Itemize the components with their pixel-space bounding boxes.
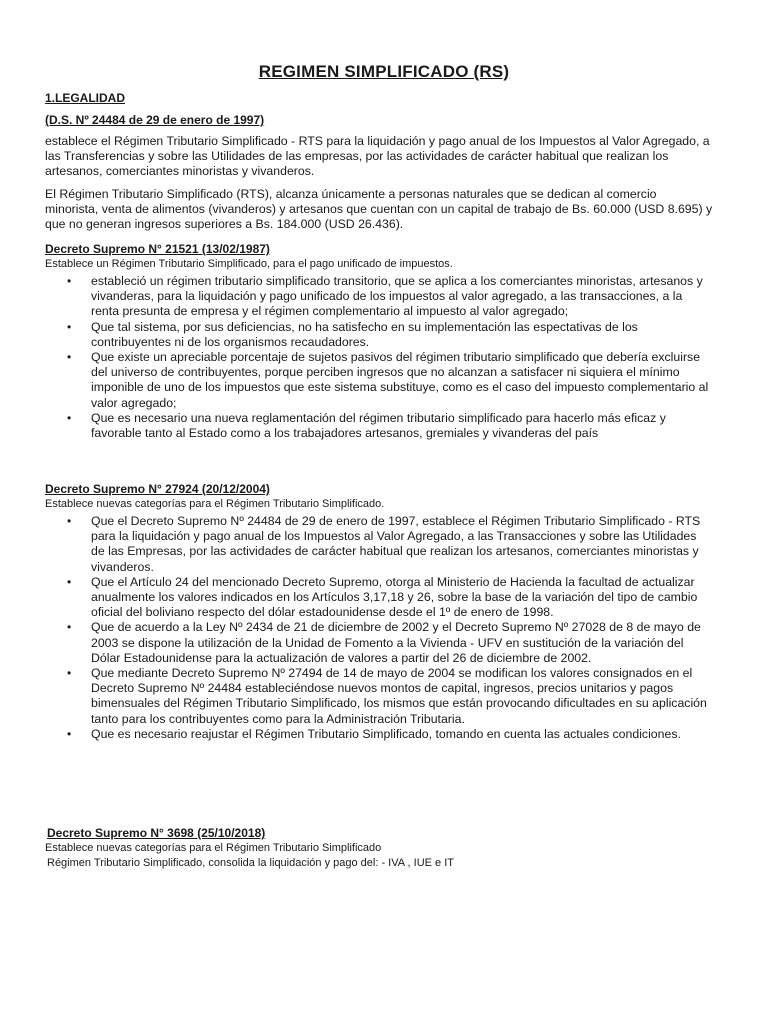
section-heading-legalidad: 1.LEGALIDAD [45,91,126,105]
decree-summary-3698: Régimen Tributario Simplificado, consolida la liquidación y pago del: - IVA , IUE e IT [47,857,454,869]
decree-reference: (D.S. Nº 24484 de 29 de enero de 1997) [45,113,265,127]
page-title: REGIMEN SIMPLIFICADO (RS) [258,62,510,81]
paragraph-rts-definition: establece el Régimen Tributario Simplificado - RTS para la liquidación y pago anual de los Impuestos al Valor Agregado, a las Transferencias y sobre las Utilidades de las empresas, por las actividades de carácter habitual que realizan los artesanos, comerciantes minoristas y vivanderos. [45,134,710,179]
list-item: • Que mediante Decreto Supremo Nº 27494 de 14 de mayo de 2004 se modifican los valores consignados en el Decreto Supremo Nº 24484 estableciéndose nuevos montos de capital, ingresos, precios unitarios y pagos bimensuales del Régimen Tributario Simplificado, los mismos que están provocando dificultades en su aplicación tanto para los contribuyentes como para la Administración Tributaria. [45,666,713,727]
list-item: • Que tal sistema, por sus deficiencias, no ha satisfecho en su implementación las espectativas de los contribuyentes ni de los organismos recaudadores. [45,320,713,350]
decree-heading-3698: Decreto Supremo N° 3698 (25/10/2018) [47,826,266,840]
decree-heading-21521: Decreto Supremo N° 21521 (13/02/1987) [45,242,270,256]
decree-heading-27924: Decreto Supremo N° 27924 (20/12/2004) [45,482,270,496]
list-item: • Que de acuerdo a la Ley Nº 2434 de 21 de diciembre de 2002 y el Decreto Supremo Nº 27028 de 8 de mayo de 2003 se dispone la utilización de la Unidad de Fomento a la Vivienda - UFV en sustitución de la variación del Dólar Estadounidense para la actualización de valores a partir del 26 de diciembre de 2002. [45,620,713,666]
decree-intro-21521: Establece un Régimen Tributario Simplificado, para el pago unificado de impuestos. [45,258,453,270]
bullet-list-21521 [45,274,713,441]
list-item: • Que el Decreto Supremo Nº 24484 de 29 de enero de 1997, establece el Régimen Tributario Simplificado - RTS para la liquidación y pago anual de los Impuestos al Valor Agregado, a las Transacciones y sobre las Utilidades de las Empresas, por las actividades de carácter habitual que realizan los artesanos, comerciantes minoristas y vivanderos. [45,514,713,575]
list-item: • Que existe un apreciable porcentaje de sujetos pasivos del régimen tributario simplificado que debería excluirse del universo de contribuyentes, porque perciben ingresos que no alcanzan a satisfacer ni siquiera el mínimo imponible de uno de los impuestos que este sistema substituye, como es el caso del impuesto complementario al valor agregado; [45,350,713,411]
list-item: • Que el Artículo 24 del mencionado Decreto Supremo, otorga al Ministerio de Hacienda la facultad de actualizar anualmente los valores indicados en los Artículos 3,17,18 y 26, sobre la base de la variación del tipo de cambio oficial del boliviano respecto del dólar estadounidense desde el 1º de enero de 1998. [45,575,713,621]
bullet-list-27924 [45,514,713,742]
list-item: • Que es necesario reajustar el Régimen Tributario Simplificado, tomando en cuenta las actuales condiciones. [45,727,713,742]
list-item: • estableció un régimen tributario simplificado transitorio, que se aplica a los comerciantes minoristas, artesanos y vivanderas, para la liquidación y pago unificado de los impuestos al valor agregado, a las transacciones, a la renta presunta de empresa y el régimen complementario al impuesto al valor agregado; [45,274,713,320]
decree-intro-27924: Establece nuevas categorías para el Régimen Tributario Simplificado. [45,498,385,510]
paragraph-rts-scope: El Régimen Tributario Simplificado (RTS), alcanza únicamente a personas naturales que se dedican al comercio minorista, venta de alimentos (vivanderos) y artesanos que cuentan con un capital de trabajo de Bs. 60.000 (USD 8.695) y que no generan ingresos superiores a Bs. 184.000 (USD 26.436). [45,187,713,232]
list-item: • Que es necesario una nueva reglamentación del régimen tributario simplificado para hacerlo más eficaz y favorable tanto al Estado como a los trabajadores artesanos, gremiales y vivanderas del país [45,411,713,441]
decree-intro-3698: Establece nuevas categorías para el Régimen Tributario Simplificado [45,842,382,854]
